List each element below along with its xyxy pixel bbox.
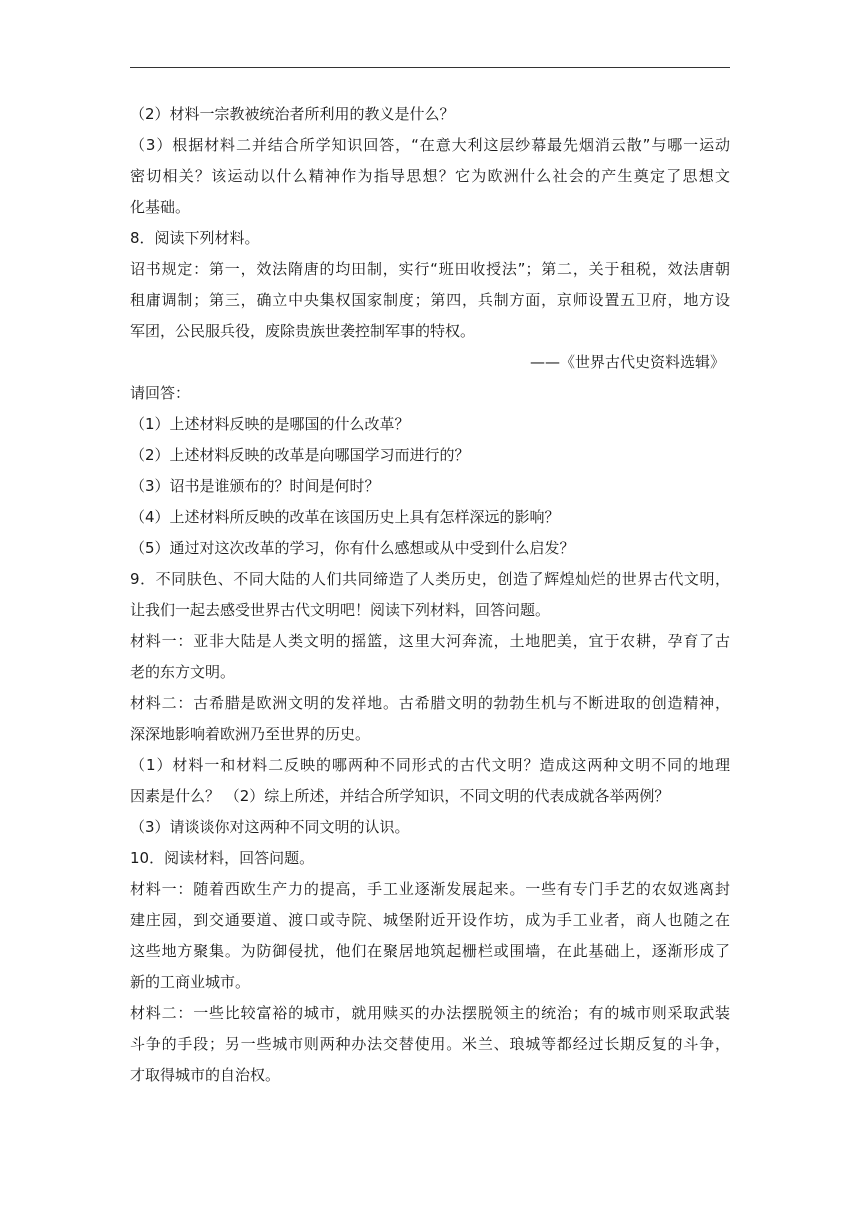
question-heading: 8．阅读下列材料。	[130, 229, 260, 247]
document-body	[130, 99, 730, 1091]
sub-question: （3）请谈谈你对这两种不同文明的认识。	[130, 818, 410, 836]
sub-question: 因素是什么？ （2）综上所述，并结合所学知识，不同文明的代表成就各举两例？	[130, 787, 670, 805]
sub-question: （2）上述材料反映的改革是向哪国学习而进行的？	[130, 446, 470, 464]
text-line: 深深地影响着欧洲乃至世界的历史。	[130, 725, 371, 743]
text-line: 让我们一起去感受世界古代文明吧！阅读下列材料，回答问题。	[130, 601, 551, 619]
header-rule	[130, 67, 730, 68]
text-line: 材料二：古希腊是欧洲文明的发祥地。古希腊文明的勃勃生机与不断进取的创造精神，	[130, 694, 730, 712]
sub-question: （4）上述材料所反映的改革在该国历史上具有怎样深远的影响？	[130, 508, 560, 526]
text-line: 建庄园，到交通要道、渡口或寺院、城堡附近开设作坊，成为手工业者，商人也随之在	[130, 911, 730, 929]
sub-question: （5）通过对这次改革的学习，你有什么感想或从中受到什么启发？	[130, 539, 575, 557]
text-line: 请回答：	[130, 384, 191, 402]
sub-question: （1）上述材料反映的是哪国的什么改革？	[130, 415, 410, 433]
text-line: 才取得城市的自治权。	[130, 1066, 281, 1084]
text-line: （3）根据材料二并结合所学知识回答，“在意大利这层纱幕最先烟消云散”与哪一运动	[130, 136, 730, 154]
text-line: 材料一：亚非大陆是人类文明的摇篮，这里大河奔流，土地肥美，宜于农耕，孕育了古	[130, 632, 730, 650]
text-line: 密切相关？该运动以什么精神作为指导思想？它为欧洲什么社会的产生奠定了思想文	[130, 167, 730, 185]
text-line: 化基础。	[130, 198, 191, 216]
text-line: 诏书规定：第一，效法隋唐的均田制，实行“班田收授法”；第二，关于租税，效法唐朝	[130, 260, 730, 278]
text-line: （2）材料一宗教被统治者所利用的教义是什么？	[130, 105, 455, 123]
text-line: 这些地方聚集。为防御侵扰，他们在聚居地筑起栅栏或围墙，在此基础上，逐渐形成了	[130, 942, 730, 960]
text-line: 租庸调制；第三，确立中央集权国家制度；第四，兵制方面，京师设置五卫府，地方设	[130, 291, 730, 309]
sub-question: （3）诏书是谁颁布的？时间是何时？	[130, 477, 380, 495]
text-line: 军团，公民服兵役，废除贵族世袭控制军事的特权。	[130, 322, 476, 340]
source-citation: ——《世界古代史资料选辑》	[529, 353, 725, 371]
question-heading: 10．阅读材料，回答问题。	[130, 849, 315, 867]
text-line: 老的东方文明。	[130, 663, 236, 681]
sub-question: （1）材料一和材料二反映的哪两种不同形式的古代文明？造成这两种文明不同的地理	[130, 756, 730, 774]
text-line: 材料二：一些比较富裕的城市，就用赎买的办法摆脱领主的统治；有的城市则采取武装	[130, 1004, 730, 1022]
text-line: 材料一：随着西欧生产力的提高，手工业逐渐发展起来。一些有专门手艺的农奴逃离封	[130, 880, 730, 898]
text-line: 新的工商业城市。	[130, 973, 251, 991]
text-line: 斗争的手段；另一些城市则两种办法交替使用。米兰、琅城等都经过长期反复的斗争，	[130, 1035, 730, 1053]
question-heading: 9．不同肤色、不同大陆的人们共同缔造了人类历史，创造了辉煌灿烂的世界古代文明，	[130, 570, 730, 588]
